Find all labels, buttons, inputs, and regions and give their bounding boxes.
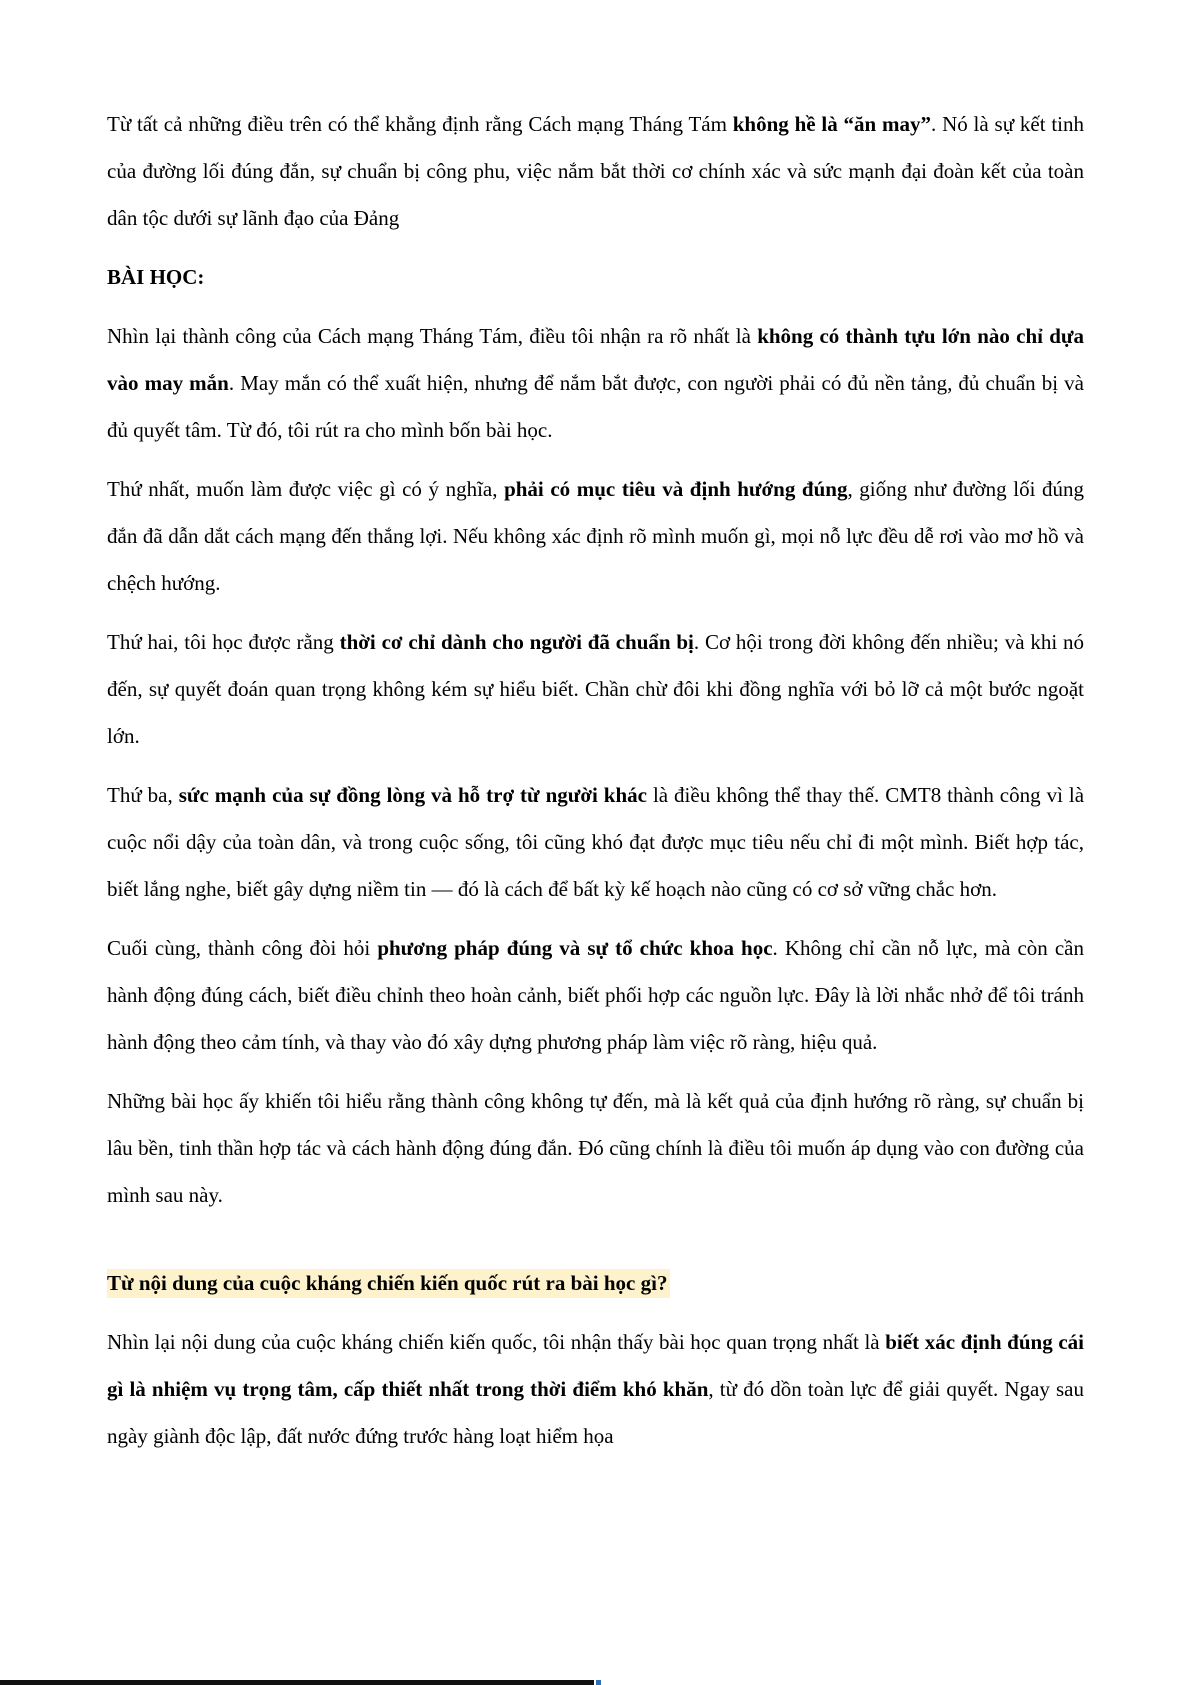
paragraph-khang-chien-answer bbox=[107, 1319, 1084, 1460]
section-heading-bai-hoc bbox=[107, 254, 1084, 301]
text-run: Thứ nhất, muốn làm được việc gì có ý nghĩa, bbox=[107, 477, 505, 501]
text-run: . Không chỉ cần nỗ lực, mà còn cần hành động đúng cách, biết điều chỉnh theo hoàn cảnh, biết phối hợp các nguồn lực. Đây là lời nhắc nhở để tôi tránh hành động theo cảm tính, và thay vào đó xây dựng phương pháp làm việc rõ ràng, hiệu quả. bbox=[107, 936, 1084, 1054]
question-heading-khang-chien-kien-quoc bbox=[107, 1260, 1084, 1307]
bold-text-run: thời cơ chỉ dành cho người đã chuẩn bị bbox=[339, 630, 694, 654]
text-run: Nhìn lại thành công của Cách mạng Tháng Tám, điều tôi nhận ra rõ nhất là bbox=[107, 324, 758, 348]
text-run: là điều không thể thay thế. CMT8 thành công vì là cuộc nổi dậy của toàn dân, và trong cuộc sống, tôi cũng khó đạt được mục tiêu nếu chỉ đi một mình. Biết hợp tác, biết lắng nghe, biết gây dựng niềm tin — đó là cách để bất kỳ kế hoạch nào cũng có cơ sở vững chắc hơn. bbox=[107, 783, 1085, 901]
text-run: , giống như đường lối đúng đắn đã dẫn dắt cách mạng đến thắng lợi. Nếu không xác định rõ mình muốn gì, mọi nỗ lực đều dễ rơi vào mơ hồ và chệch hướng. bbox=[107, 477, 1084, 595]
bold-text-run: phương pháp đúng và sự tổ chức khoa học bbox=[377, 936, 773, 960]
paragraph-lessons-summary bbox=[107, 1078, 1084, 1219]
bold-text-run: không hề là “ăn may” bbox=[732, 112, 932, 136]
text-run: Nhìn lại nội dung của cuộc kháng chiến kiến quốc, tôi nhận thấy bài học quan trọng nhất là bbox=[107, 1330, 886, 1354]
bold-text-run: sức mạnh của sự đồng lòng và hỗ trợ từ người khác bbox=[178, 783, 647, 807]
text-run: Thứ hai, tôi học được rằng bbox=[107, 630, 340, 654]
bold-text-run: biết xác định đúng cái gì là nhiệm vụ trọng tâm, cấp thiết nhất trong thời điểm khó khăn bbox=[107, 1330, 1084, 1401]
text-run: Những bài học ấy khiến tôi hiểu rằng thành công không tự đến, mà là kết quả của định hướng rõ ràng, sự chuẩn bị lâu bền, tinh thần hợp tác và cách hành động đúng đắn. Đó cũng chính là điều tôi muốn áp dụng vào con đường của mình sau này. bbox=[107, 1089, 1084, 1207]
paragraph-lesson-2 bbox=[107, 619, 1084, 760]
text-run: . Nó là sự kết tinh của đường lối đúng đắn, sự chuẩn bị công phu, việc nắm bắt thời cơ chính xác và sức mạnh đại đoàn kết của toàn dân tộc dưới sự lãnh đạo của Đảng bbox=[107, 112, 1085, 230]
paragraph-lesson-intro bbox=[107, 313, 1084, 454]
bold-text-run: phải có mục tiêu và định hướng đúng bbox=[504, 477, 848, 501]
text-run: . May mắn có thể xuất hiện, nhưng để nắm bắt được, con người phải có đủ nền tảng, đủ chuẩn bị và đủ quyết tâm. Từ đó, tôi rút ra cho mình bốn bài học. bbox=[107, 371, 1084, 442]
paragraph-lesson-4 bbox=[107, 925, 1084, 1066]
text-run: Thứ ba, bbox=[107, 783, 179, 807]
page-bottom-bar bbox=[0, 1680, 594, 1685]
bold-text-run: không có thành tựu lớn nào chỉ dựa vào may mắn bbox=[107, 324, 1084, 395]
bottom-bar-accent-dot bbox=[596, 1680, 601, 1685]
paragraph-lesson-3 bbox=[107, 772, 1084, 913]
bold-text-run: BÀI HỌC: bbox=[107, 265, 205, 289]
text-run: Cuối cùng, thành công đòi hỏi bbox=[107, 936, 378, 960]
text-run: Từ tất cả những điều trên có thể khẳng định rằng Cách mạng Tháng Tám bbox=[107, 112, 733, 136]
paragraph-conclusion-cmt8 bbox=[107, 101, 1084, 242]
text-run: . Cơ hội trong đời không đến nhiều; và khi nó đến, sự quyết đoán quan trọng không kém sự hiểu biết. Chần chừ đôi khi đồng nghĩa với bỏ lỡ cả một bước ngoặt lớn. bbox=[107, 630, 1084, 748]
highlighted-text-run: Từ nội dung của cuộc kháng chiến kiến quốc rút ra bài học gì? bbox=[107, 1269, 670, 1298]
text-run: , từ đó dồn toàn lực để giải quyết. Ngay sau ngày giành độc lập, đất nước đứng trước hàng loạt hiểm họa bbox=[107, 1377, 1084, 1448]
paragraph-lesson-1 bbox=[107, 466, 1084, 607]
